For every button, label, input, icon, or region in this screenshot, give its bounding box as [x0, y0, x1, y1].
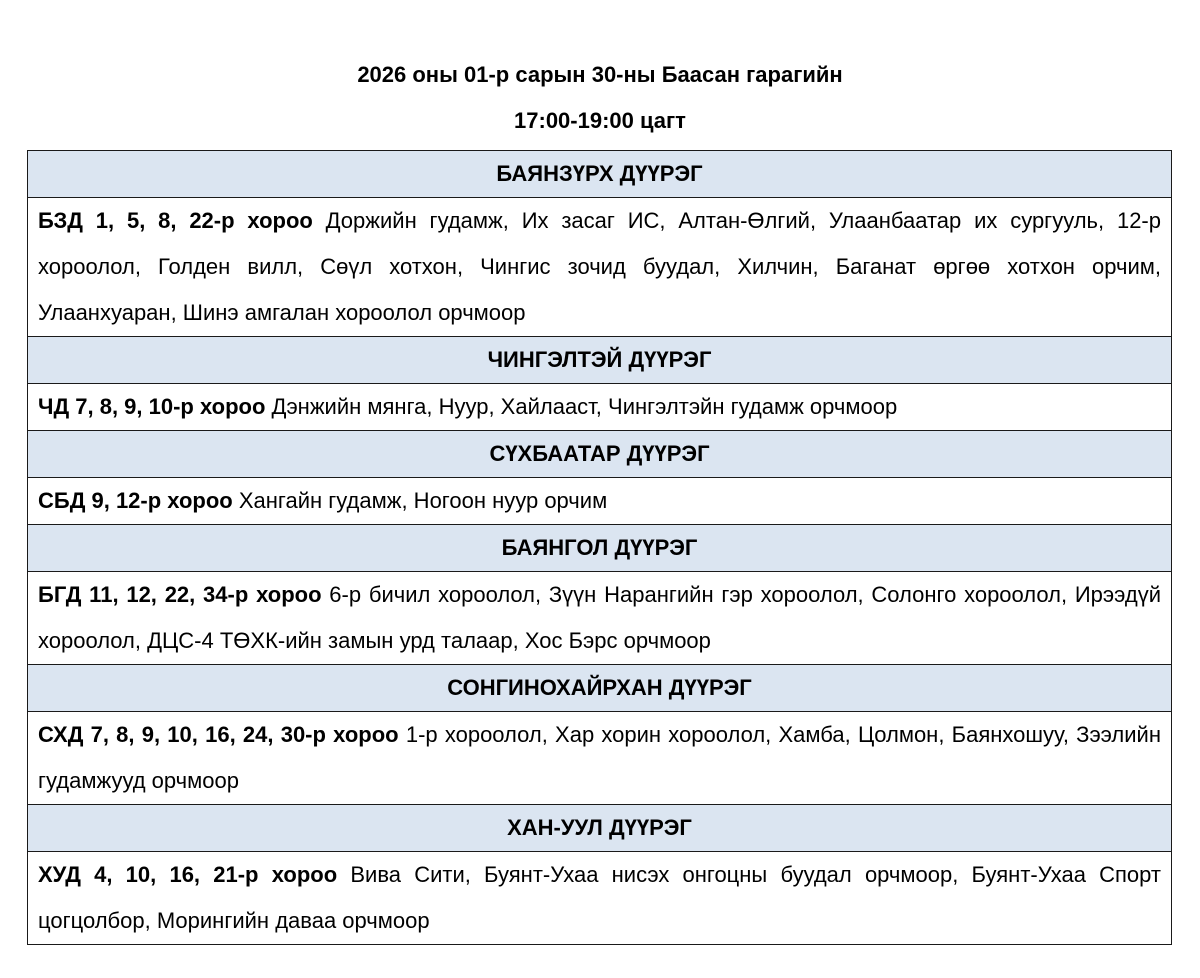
district-name: СОНГИНОХАЙРХАН ДҮҮРЭГ [28, 665, 1172, 712]
schedule-table [27, 150, 1172, 945]
area-list: 1-р хороолол, Хар хорин хороолол, Хамба, Цолмон, Баянхошуу, Зээлийн гудамжууд орчмоор [38, 722, 1161, 793]
khoroo-code: СБД 9, 12-р хороо [38, 488, 233, 513]
district-areas-row [28, 384, 1172, 431]
document-title-time: 17:00-19:00 цагт [514, 108, 686, 133]
area-list: 6-р бичил хороолол, Зүүн Нарангийн гэр хороолол, Солонго хороолол, Ирээдүй хороолол, ДЦС-4 ТӨХК-ийн замын урд талаар, Хос Бэрс орчмоор [38, 582, 1161, 653]
area-list: Хангайн гудамж, Ногоон нуур орчим [238, 488, 608, 513]
district-header-row [28, 151, 1172, 198]
district-areas-cell [28, 712, 1172, 805]
district-header-row [28, 337, 1172, 384]
district-header-row [28, 525, 1172, 572]
district-name: ЧИНГЭЛТЭЙ ДҮҮРЭГ [28, 337, 1172, 384]
area-list: Доржийн гудамж, Их засаг ИС, Алтан-Өлгий, Улаанбаатар их сургууль, 12-р хороолол, Голден вилл, Сөүл хотхон, Чингис зочид буудал, Хилчин, Баганат өргөө хотхон орчим, Улаанхуаран, Шинэ амгалан хороолол орчмоор [38, 208, 1161, 325]
district-header-row [28, 665, 1172, 712]
district-areas-cell [28, 198, 1172, 337]
district-areas-cell [28, 478, 1172, 525]
khoroo-code: БЗД 1, 5, 8, 22-р хороо [38, 208, 313, 233]
district-name: БАЯНГОЛ ДҮҮРЭГ [28, 525, 1172, 572]
district-areas-row [28, 198, 1172, 337]
district-name: СҮХБААТАР ДҮҮРЭГ [28, 431, 1172, 478]
district-areas-row [28, 478, 1172, 525]
district-name: БАЯНЗҮРХ ДҮҮРЭГ [28, 151, 1172, 198]
district-areas-cell [28, 384, 1172, 431]
khoroo-code: БГД 11, 12, 22, 34-р хороо [38, 582, 322, 607]
khoroo-code: ХУД 4, 10, 16, 21-р хороо [38, 862, 338, 887]
district-areas-row [28, 852, 1172, 945]
district-header-row [28, 805, 1172, 852]
district-areas-row [28, 712, 1172, 805]
district-areas-cell [28, 572, 1172, 665]
area-list: Вива Сити, Буянт-Ухаа нисэх онгоцны буудал орчмоор, Буянт-Ухаа Спорт цогцолбор, Морингийн даваа орчмоор [38, 862, 1161, 933]
district-areas-row [28, 572, 1172, 665]
district-name: ХАН-УУЛ ДҮҮРЭГ [28, 805, 1172, 852]
document-title-date: 2026 оны 01-р сарын 30-ны Баасан гарагийн [357, 62, 843, 87]
khoroo-code: ЧД 7, 8, 9, 10-р хороо [38, 394, 266, 419]
district-areas-cell [28, 852, 1172, 945]
khoroo-code: СХД 7, 8, 9, 10, 16, 24, 30-р хороо [38, 722, 399, 747]
area-list: Дэнжийн мянга, Нуур, Хайлааст, Чингэлтэйн гудамж орчмоор [271, 394, 898, 419]
district-header-row [28, 431, 1172, 478]
